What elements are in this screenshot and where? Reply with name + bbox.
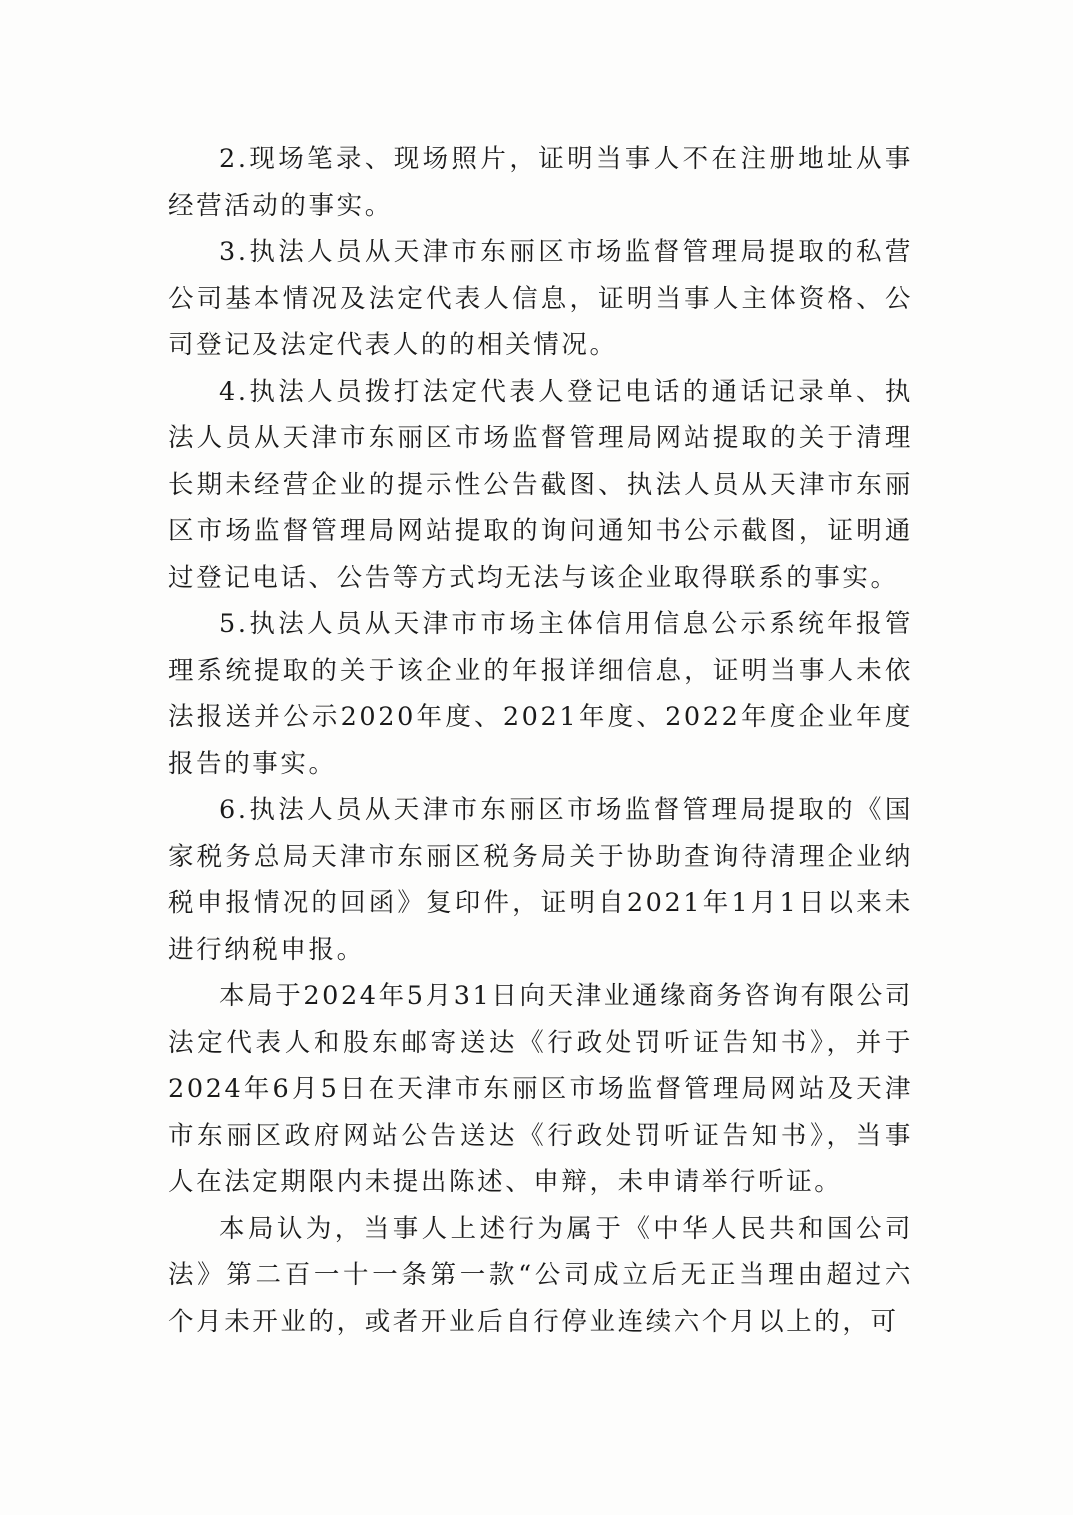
paragraph-evidence-5: 5.执法人员从天津市市场主体信用信息公示系统年报管理系统提取的关于该企业的年报详细信息，证明当事人未依法报送并公示2020年度、2021年度、2022年度企业年度报告的事实。 <box>168 609 913 779</box>
paragraph-evidence-6: 6.执法人员从天津市东丽区市场监督管理局提取的《国家税务总局天津市东丽区税务局关于协助查询待清理企业纳税申报情况的回函》复印件，证明自2021年1月1日以来未进行纳税申报。 <box>168 795 913 965</box>
paragraph-evidence-2: 2.现场笔录、现场照片，证明当事人不在注册地址从事经营活动的事实。 <box>168 144 913 221</box>
paragraph-evidence-3: 3.执法人员从天津市东丽区市场监督管理局提取的私营公司基本情况及法定代表人信息，证明当事人主体资格、公司登记及法定代表人的的相关情况。 <box>168 237 913 360</box>
paragraph-evidence-4: 4.执法人员拨打法定代表人登记电话的通话记录单、执法人员从天津市东丽区市场监督管理局网站提取的关于清理长期未经营企业的提示性公告截图、执法人员从天津市东丽区市场监督管理局网站提取的询问通知书公示截图，证明通过登记电话、公告等方式均无法与该企业取得联系的事实。 <box>168 376 913 593</box>
document-body <box>168 136 913 1345</box>
paragraph-notice-delivery: 本局于2024年5月31日向天津业通缘商务咨询有限公司法定代表人和股东邮寄送达《行政处罚听证告知书》，并于2024年6月5日在天津市东丽区市场监督管理局网站及天津市东丽区政府网站公告送达《行政处罚听证告知书》，当事人在法定期限内未提出陈述、申辩，未申请举行听证。 <box>168 981 913 1197</box>
paragraph-conclusion: 本局认为，当事人上述行为属于《中华人民共和国公司法》第二百一十一条第一款“公司成立后无正当理由超过六个月未开业的，或者开业后自行停业连续六个月以上的，可 <box>168 1213 913 1337</box>
